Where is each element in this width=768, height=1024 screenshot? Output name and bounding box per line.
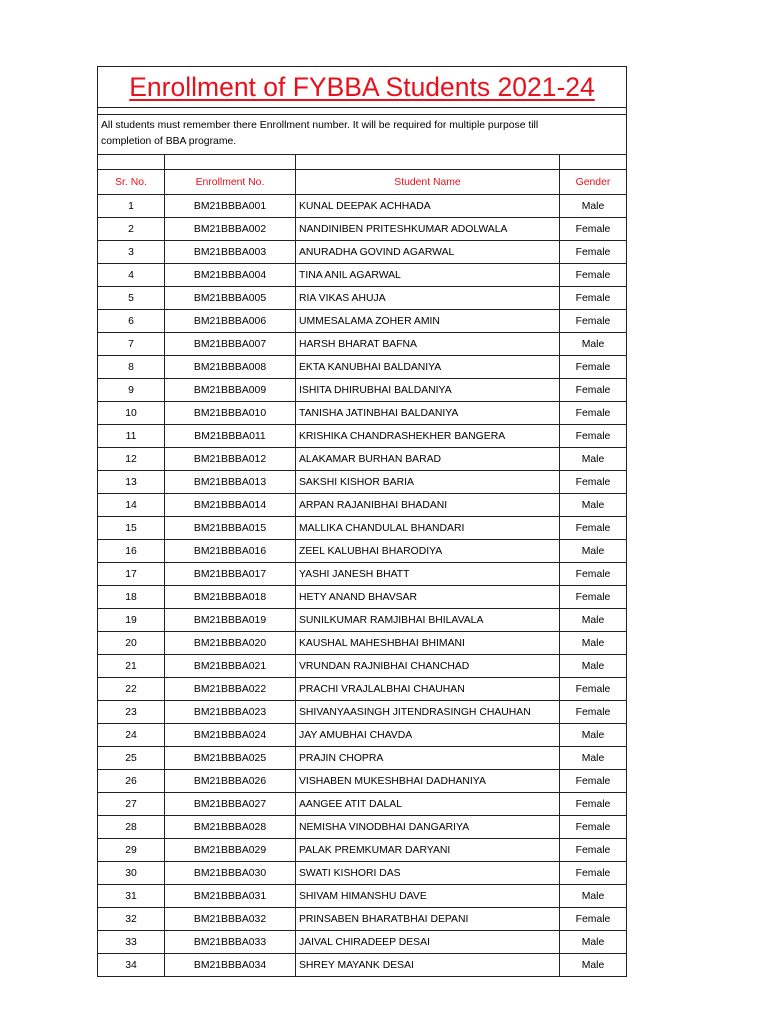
cell-enrollment-no: BM21BBBA031 xyxy=(165,885,296,908)
table-row xyxy=(98,793,626,816)
table-row xyxy=(98,218,626,241)
enrollment-sheet xyxy=(97,66,627,977)
cell-enrollment-no: BM21BBBA020 xyxy=(165,632,296,655)
header-gender: Gender xyxy=(560,170,627,195)
cell-student-name: SUNILKUMAR RAMJIBHAI BHILAVALA xyxy=(296,609,560,632)
table-row xyxy=(98,632,626,655)
cell-student-name: HETY ANAND BHAVSAR xyxy=(296,586,560,609)
cell-sr-no: 12 xyxy=(98,448,165,471)
cell-enrollment-no: BM21BBBA014 xyxy=(165,494,296,517)
table-row xyxy=(98,586,626,609)
cell-sr-no: 30 xyxy=(98,862,165,885)
table-row xyxy=(98,747,626,770)
cell-gender: Female xyxy=(560,517,627,540)
table-row xyxy=(98,724,626,747)
spacer-row xyxy=(98,108,626,115)
cell-sr-no: 2 xyxy=(98,218,165,241)
cell-enrollment-no: BM21BBBA002 xyxy=(165,218,296,241)
cell-sr-no: 3 xyxy=(98,241,165,264)
cell-gender: Male xyxy=(560,448,627,471)
cell-gender: Male xyxy=(560,655,627,678)
cell-sr-no: 32 xyxy=(98,908,165,931)
cell-sr-no: 34 xyxy=(98,954,165,977)
cell-student-name: JAIVAL CHIRADEEP DESAI xyxy=(296,931,560,954)
cell-student-name: RIA VIKAS AHUJA xyxy=(296,287,560,310)
blank-cell xyxy=(296,155,560,170)
cell-enrollment-no: BM21BBBA021 xyxy=(165,655,296,678)
table-row xyxy=(98,494,626,517)
cell-student-name: VRUNDAN RAJNIBHAI CHANCHAD xyxy=(296,655,560,678)
cell-gender: Female xyxy=(560,563,627,586)
notice-line-2: completion of BBA programe. xyxy=(101,136,237,147)
cell-sr-no: 27 xyxy=(98,793,165,816)
cell-student-name: SWATI KISHORI DAS xyxy=(296,862,560,885)
cell-sr-no: 28 xyxy=(98,816,165,839)
cell-student-name: PALAK PREMKUMAR DARYANI xyxy=(296,839,560,862)
cell-sr-no: 8 xyxy=(98,356,165,379)
cell-student-name: EKTA KANUBHAI BALDANIYA xyxy=(296,356,560,379)
cell-sr-no: 15 xyxy=(98,517,165,540)
cell-enrollment-no: BM21BBBA027 xyxy=(165,793,296,816)
cell-enrollment-no: BM21BBBA012 xyxy=(165,448,296,471)
cell-sr-no: 10 xyxy=(98,402,165,425)
cell-sr-no: 19 xyxy=(98,609,165,632)
table-row xyxy=(98,425,626,448)
table-row xyxy=(98,287,626,310)
cell-gender: Female xyxy=(560,586,627,609)
cell-gender: Male xyxy=(560,885,627,908)
cell-student-name: YASHI JANESH BHATT xyxy=(296,563,560,586)
cell-student-name: UMMESALAMA ZOHER AMIN xyxy=(296,310,560,333)
cell-enrollment-no: BM21BBBA026 xyxy=(165,770,296,793)
table-row xyxy=(98,678,626,701)
page-title: Enrollment of FYBBA Students 2021-24 xyxy=(129,71,595,102)
cell-student-name: ISHITA DHIRUBHAI BALDANIYA xyxy=(296,379,560,402)
cell-student-name: KUNAL DEEPAK ACHHADA xyxy=(296,195,560,218)
cell-sr-no: 23 xyxy=(98,701,165,724)
cell-enrollment-no: BM21BBBA023 xyxy=(165,701,296,724)
table-row xyxy=(98,609,626,632)
cell-sr-no: 5 xyxy=(98,287,165,310)
cell-sr-no: 22 xyxy=(98,678,165,701)
cell-student-name: PRINSABEN BHARATBHAI DEPANI xyxy=(296,908,560,931)
cell-student-name: ANURADHA GOVIND AGARWAL xyxy=(296,241,560,264)
table-row xyxy=(98,540,626,563)
cell-gender: Female xyxy=(560,862,627,885)
cell-student-name: JAY AMUBHAI CHAVDA xyxy=(296,724,560,747)
cell-enrollment-no: BM21BBBA010 xyxy=(165,402,296,425)
cell-enrollment-no: BM21BBBA008 xyxy=(165,356,296,379)
table-row xyxy=(98,402,626,425)
cell-student-name: ARPAN RAJANIBHAI BHADANI xyxy=(296,494,560,517)
cell-sr-no: 13 xyxy=(98,471,165,494)
table-row xyxy=(98,770,626,793)
cell-enrollment-no: BM21BBBA001 xyxy=(165,195,296,218)
table-row xyxy=(98,448,626,471)
cell-gender: Male xyxy=(560,609,627,632)
cell-gender: Female xyxy=(560,816,627,839)
cell-enrollment-no: BM21BBBA017 xyxy=(165,563,296,586)
cell-student-name: TINA ANIL AGARWAL xyxy=(296,264,560,287)
cell-sr-no: 1 xyxy=(98,195,165,218)
cell-enrollment-no: BM21BBBA009 xyxy=(165,379,296,402)
cell-gender: Female xyxy=(560,425,627,448)
cell-gender: Male xyxy=(560,195,627,218)
blank-cell xyxy=(560,155,627,170)
table-row xyxy=(98,356,626,379)
cell-student-name: ZEEL KALUBHAI BHARODIYA xyxy=(296,540,560,563)
table-row xyxy=(98,701,626,724)
cell-sr-no: 26 xyxy=(98,770,165,793)
cell-student-name: SHIVAM HIMANSHU DAVE xyxy=(296,885,560,908)
cell-enrollment-no: BM21BBBA003 xyxy=(165,241,296,264)
cell-enrollment-no: BM21BBBA028 xyxy=(165,816,296,839)
cell-sr-no: 14 xyxy=(98,494,165,517)
cell-sr-no: 16 xyxy=(98,540,165,563)
table-row xyxy=(98,264,626,287)
cell-enrollment-no: BM21BBBA033 xyxy=(165,931,296,954)
table-row xyxy=(98,862,626,885)
cell-enrollment-no: BM21BBBA006 xyxy=(165,310,296,333)
cell-gender: Female xyxy=(560,402,627,425)
header-row xyxy=(98,170,626,195)
table-row xyxy=(98,195,626,218)
cell-gender: Male xyxy=(560,333,627,356)
cell-student-name: NEMISHA VINODBHAI DANGARIYA xyxy=(296,816,560,839)
blank-cell xyxy=(98,155,165,170)
cell-sr-no: 29 xyxy=(98,839,165,862)
cell-gender: Female xyxy=(560,287,627,310)
cell-enrollment-no: BM21BBBA018 xyxy=(165,586,296,609)
cell-enrollment-no: BM21BBBA015 xyxy=(165,517,296,540)
cell-enrollment-no: BM21BBBA032 xyxy=(165,908,296,931)
cell-student-name: SHIVANYAASINGH JITENDRASINGH CHAUHAN xyxy=(296,701,560,724)
cell-sr-no: 7 xyxy=(98,333,165,356)
cell-gender: Female xyxy=(560,310,627,333)
table-row xyxy=(98,954,626,977)
table-row xyxy=(98,517,626,540)
cell-student-name: AANGEE ATIT DALAL xyxy=(296,793,560,816)
cell-gender: Female xyxy=(560,793,627,816)
cell-enrollment-no: BM21BBBA005 xyxy=(165,287,296,310)
cell-student-name: MALLIKA CHANDULAL BHANDARI xyxy=(296,517,560,540)
cell-student-name: SHREY MAYANK DESAI xyxy=(296,954,560,977)
table-row xyxy=(98,931,626,954)
title-row xyxy=(98,67,626,108)
header-student-name: Student Name xyxy=(296,170,560,195)
cell-student-name: TANISHA JATINBHAI BALDANIYA xyxy=(296,402,560,425)
cell-gender: Male xyxy=(560,540,627,563)
table-row xyxy=(98,563,626,586)
cell-sr-no: 20 xyxy=(98,632,165,655)
cell-gender: Female xyxy=(560,471,627,494)
table-row xyxy=(98,333,626,356)
cell-student-name: NANDINIBEN PRITESHKUMAR ADOLWALA xyxy=(296,218,560,241)
cell-student-name: KAUSHAL MAHESHBHAI BHIMANI xyxy=(296,632,560,655)
cell-gender: Female xyxy=(560,839,627,862)
cell-enrollment-no: BM21BBBA019 xyxy=(165,609,296,632)
cell-sr-no: 24 xyxy=(98,724,165,747)
blank-row xyxy=(98,155,626,170)
table-row xyxy=(98,816,626,839)
cell-gender: Female xyxy=(560,356,627,379)
table-row xyxy=(98,655,626,678)
table-row xyxy=(98,839,626,862)
cell-enrollment-no: BM21BBBA013 xyxy=(165,471,296,494)
table-row xyxy=(98,379,626,402)
cell-enrollment-no: BM21BBBA030 xyxy=(165,862,296,885)
cell-enrollment-no: BM21BBBA025 xyxy=(165,747,296,770)
table-row xyxy=(98,885,626,908)
cell-gender: Male xyxy=(581,959,605,971)
cell-enrollment-no: BM21BBBA024 xyxy=(165,724,296,747)
table-row xyxy=(98,310,626,333)
cell-sr-no: 4 xyxy=(98,264,165,287)
cell-enrollment-no: BM21BBBA029 xyxy=(165,839,296,862)
cell-sr-no: 21 xyxy=(98,655,165,678)
cell-student-name: SAKSHI KISHOR BARIA xyxy=(296,471,560,494)
cell-student-name: ALAKAMAR BURHAN BARAD xyxy=(296,448,560,471)
cell-gender: Female xyxy=(560,264,627,287)
table-row xyxy=(98,471,626,494)
cell-student-name: PRAJIN CHOPRA xyxy=(296,747,560,770)
cell-sr-no: 11 xyxy=(98,425,165,448)
cell-gender: Female xyxy=(560,701,627,724)
cell-gender: Female xyxy=(560,908,627,931)
notice xyxy=(98,115,626,155)
cell-gender: Male xyxy=(560,494,627,517)
cell-gender: Female xyxy=(560,379,627,402)
header-sr-no: Sr. No. xyxy=(98,170,165,195)
cell-sr-no: 31 xyxy=(98,885,165,908)
cell-student-name: KRISHIKA CHANDRASHEKHER BANGERA xyxy=(296,425,560,448)
cell-enrollment-no: BM21BBBA007 xyxy=(165,333,296,356)
notice-line-1: All students must remember there Enrollment number. It will be required for multiple purpose till xyxy=(101,120,539,131)
cell-enrollment-no: BM21BBBA022 xyxy=(165,678,296,701)
blank-cell xyxy=(165,155,296,170)
cell-student-name: PRACHI VRAJLALBHAI CHAUHAN xyxy=(296,678,560,701)
cell-gender: Female xyxy=(560,770,627,793)
cell-gender: Female xyxy=(560,241,627,264)
table-row xyxy=(98,908,626,931)
students-table xyxy=(98,155,626,976)
cell-gender: Female xyxy=(560,218,627,241)
cell-gender: Female xyxy=(560,678,627,701)
cell-enrollment-no: BM21BBBA034 xyxy=(165,954,296,977)
cell-sr-no: 6 xyxy=(98,310,165,333)
header-enrollment-no: Enrollment No. xyxy=(165,170,296,195)
cell-gender: Male xyxy=(560,632,627,655)
cell-enrollment-no: BM21BBBA016 xyxy=(165,540,296,563)
cell-gender: Male xyxy=(560,931,627,954)
cell-sr-no: 18 xyxy=(98,586,165,609)
cell-enrollment-no: BM21BBBA004 xyxy=(165,264,296,287)
cell-sr-no: 17 xyxy=(98,563,165,586)
cell-sr-no: 33 xyxy=(98,931,165,954)
cell-gender: Male xyxy=(560,747,627,770)
cell-student-name: HARSH BHARAT BAFNA xyxy=(296,333,560,356)
cell-sr-no: 9 xyxy=(98,379,165,402)
table-row xyxy=(98,241,626,264)
cell-enrollment-no: BM21BBBA011 xyxy=(165,425,296,448)
cell-gender: Male xyxy=(560,724,627,747)
cell-student-name: VISHABEN MUKESHBHAI DADHANIYA xyxy=(296,770,560,793)
cell-sr-no: 25 xyxy=(98,747,165,770)
